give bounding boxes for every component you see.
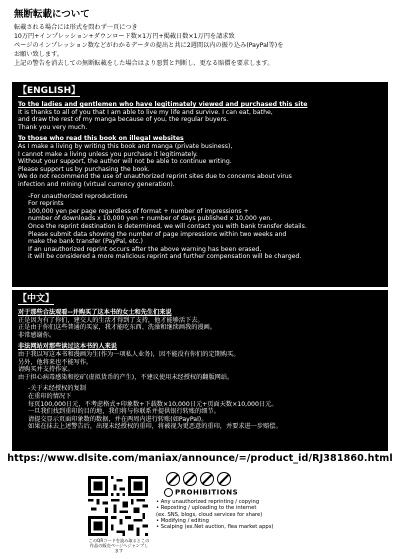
english-reproduction-heading: -For unauthorized reproductions [28,192,128,200]
qr-code-icon[interactable] [88,476,148,536]
chinese-text-line: 一旦我们找到重印的目的地，我们将与你联系并提供银行转账的细节。 [28,408,220,416]
english-thanks-heading: To the ladies and gentlemen who have legitimately viewed and purchased this site [18,101,308,108]
no-copy-icon [166,472,180,486]
english-text-line: Once the reprint destination is determined, we will contact you with bank transfer details. [28,222,307,230]
english-text-line: Please support us by purchasing the book. [18,165,150,173]
prohibitions-title-label: PROHIBITIONS [175,488,239,497]
english-text-line: Thank you very much. [18,123,88,131]
chinese-text-line: 由于担心病毒感染和挖矿(虚拟货币的产生)，不建议使用未经授权的翻版网站。 [18,373,234,381]
japanese-notice-line: 転載される場合には形式を問わず一頁につき [14,24,138,31]
english-text-line: We do not recommend the use of unauthorized reprint sites due to concerns about virus [18,173,292,181]
japanese-notice [14,10,386,68]
english-text-line: Please submit data showing the number of page impressions within two weeks and [28,230,287,238]
chinese-header [18,293,382,305]
prohibitions-block [156,472,356,530]
japanese-notice-line: ページのインプレッション数などがわかるデータの提出と共に2週間以内の振り込み(PayPal等)を [14,42,284,49]
english-text-line: infection and mining (virtual currency generation). [18,180,175,188]
english-panel [12,82,388,287]
english-text-line: Without your support, the author will not be able to continue writing. [18,158,232,166]
chinese-text-line: 非常感谢你。 [18,331,56,339]
chinese-text-line: 正是因为有了你们，建交人的生活才得到了支持，他才能够活下去。 [18,316,204,324]
chinese-text-line: 如果在抹去上述警告后，出现未经授权的重印，将被视为更恶意的重印，并要求进一步赔偿。 [28,423,282,431]
japanese-notice-line: お願い致します。 [14,51,64,58]
chinese-panel [12,290,388,451]
footer-block [88,470,348,555]
prohibition-icons [156,472,356,486]
chinese-paragraph-thanks [18,309,382,339]
english-text-line: I cannot make a living unless you purchase it legitimately. [18,150,198,158]
english-text-line: It is thanks to all of you that I am able to live my life and survive. I can eat, bathe, [18,108,273,116]
prohibitions-list [156,499,356,530]
prohibition-item: • Modifying / editing [156,517,209,524]
english-text-line: and draw the rest of my manga because of you, the regular buyers. [18,116,229,124]
qr-caption: このQRコードを読み取るとこの作品の販売ページへジャンプします [88,538,150,553]
chinese-paragraph-illegal [18,343,382,381]
chinese-text-line: 每页100,000日元，不考虑格式+印象数+下载数×10,000日元+页面天数×10,000日元。 [28,400,278,408]
no-resale-icon [217,472,231,486]
prohibition-item: • Reposting / uploading to the internet [156,505,257,512]
english-text-line: As I make a living by writing this book and manga (private business), [18,142,233,150]
warning-icon [164,488,173,497]
chinese-text-line: 正是由于你们这些普通的买家，我才能吃东西、洗澡和继续画我的漫画。 [18,324,216,332]
japanese-notice-line: 上記の警告を消去しての無断転載をした場合はより悪質と判断し、更なる賠償を要求します。 [14,60,274,67]
no-edit-icon [200,472,214,486]
english-text-line: make the bank transfer (PayPal, etc.) [28,238,143,246]
english-text-line: If an unauthorized reprint occurs after the above warning has been erased, [28,245,262,253]
english-header [18,85,382,97]
chinese-reproduction-heading: -关于未经授权的复制 [28,385,86,393]
japanese-notice-line: 10万円+インプレッション+ダウンロード数×1万円+掲載日数×1万円を請求致 [14,33,235,40]
prohibition-item: • Scalping (ex.Net auction, flea market apps) [156,524,274,531]
english-paragraph-illegal [18,135,382,188]
english-illegal-heading: To those who read this book on illegal websites [18,135,184,143]
chinese-paragraph-reproduction [18,385,382,431]
chinese-header-label: 【中文】 [18,294,55,304]
chinese-text-line: 由于我以写这本书和漫画为生(作为一项私人业务)，因不能没有你们的定期购买。 [18,350,240,358]
english-text-line: it will be considered a more malicious reprint and further compensation will be charged. [28,253,302,261]
english-paragraph-reproduction [18,193,382,261]
english-text-line: 100,000 yen per page regardless of format + number of impressions + [28,207,249,215]
japanese-notice-title: 無断転載について [14,9,90,20]
english-text-line: For reprints [28,200,64,208]
prohibition-item: (ex. SNS, blogs, cloud services for share) [156,511,263,518]
prohibition-item: • Any unauthorized reprinting / copying [156,499,260,505]
chinese-text-line: 在重印的情况下 [28,392,72,400]
chinese-thanks-heading: 对于那些合法观看--并购买了这本书的女士和先生们来说 [18,309,172,316]
english-paragraph-thanks [18,101,382,131]
prohibitions-title [164,488,356,497]
chinese-illegal-heading: 非法网站对那些读过这本书的人来说 [18,343,117,351]
english-text-line: number of downloads x 10,000 yen + number of days published x 10,000 yen. [28,215,273,223]
chinese-text-line: 请购买并支持作家。 [18,366,74,374]
no-upload-icon [183,472,197,486]
chinese-text-line: 请提交显示页面印象数的数据，并在两周内进行转账(如PayPal)。 [28,415,208,423]
english-header-label: 【ENGLISH】 [18,86,81,96]
chinese-text-line: 另外，他将来也不能写作。 [18,358,93,366]
product-url[interactable]: https://www.dlsite.com/maniax/announce/=/product_id/RJ381860.html [7,453,393,464]
